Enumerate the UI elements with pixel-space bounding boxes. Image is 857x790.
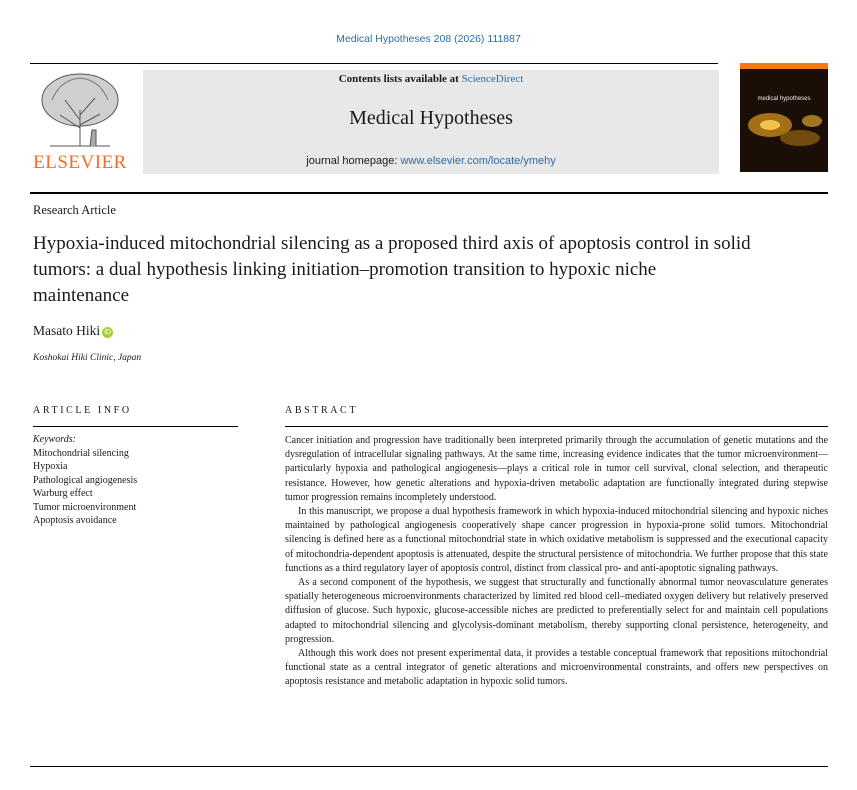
- header-rule: [30, 63, 718, 64]
- journal-title: Medical Hypotheses: [349, 107, 513, 129]
- contents-line: [143, 73, 719, 85]
- homepage-link[interactable]: www.elsevier.com/locate/ymehy: [400, 155, 556, 167]
- abstract-heading: ABSTRACT: [285, 405, 359, 416]
- affiliation: Koshokai Hiki Clinic, Japan: [33, 353, 142, 363]
- keywords-label: Keywords:: [33, 434, 76, 445]
- cover-title: medical hypotheses: [757, 96, 811, 102]
- keyword-item: Warburg effect: [33, 488, 93, 499]
- abstract-rule: [285, 426, 828, 427]
- homepage-prefix: journal homepage:: [306, 155, 401, 167]
- keyword-item: Hypoxia: [33, 461, 68, 472]
- abstract-paragraph: In this manuscript, we propose a dual hypothesis framework in which hypoxia-induced mitochondrial silencing and hypoxic niches maintained by pathological angiogenesis cooperatively shape cancer progression in hypoxia-prone solid tumors. Mitochondrial silencing is defined here as a functional mitochondrial state in which oxidative metabolism is suppressed and the executional capacity of mitochondria-dependent apoptosis is attenuated, despite the structural persistence of mitochondria. We further propose that this state functions as a third regulatory layer of apoptosis control, distinct from classical pro- and anti-apoptotic signaling pathways.: [285, 506, 828, 574]
- elsevier-tree-icon: [30, 70, 130, 150]
- keywords-list: [33, 433, 238, 528]
- homepage-line: [143, 155, 719, 167]
- abstract-paragraph: Although this work does not present experimental data, it provides a testable conceptual framework that repositions mitochondrial functional state as a central integrator of genetic alterations and microenvironmental constraints, and offers new perspectives on apoptosis resistance and metabolic adaptation in hypoxic solid tumors.: [285, 648, 828, 688]
- abstract-paragraph: As a second component of the hypothesis, we suggest that structurally and functionally abnormal tumor neovasculature generates spatially heterogeneous microenvironments characterized by limited red blood cell–mediated oxygen delivery but relatively preserved diffusion of glucose. Such hypoxic, glucose-accessible niches are predicted to preferentially select for and maintain cell populations adapted to mitochondrial silencing and glycolysis-dominant metabolism, thereby supporting clonal persistence, heterogeneity, and progression.: [285, 577, 828, 645]
- keyword-item: Apoptosis avoidance: [33, 515, 117, 526]
- keyword-item: Mitochondrial silencing: [33, 447, 129, 459]
- author-line: [33, 323, 113, 339]
- article-info-rule: [33, 426, 238, 427]
- journal-citation[interactable]: Medical Hypotheses 208 (2026) 111887: [336, 33, 521, 45]
- section-rule: [30, 192, 828, 194]
- abstract-body: [285, 434, 828, 690]
- keyword-item: Tumor microenvironment: [33, 501, 137, 513]
- elsevier-logo[interactable]: [30, 70, 130, 174]
- abstract-paragraph: Cancer initiation and progression have traditionally been interpreted primarily through the accumulation of genetic mutations and the dysregulation of intracellular signaling pathways. At the same time, increasing evidence indicates that the tumor microenvironment—particularly hypoxia and pathological angiogenesis—plays a critical role in tumor cell survival, clonal selection, and therapeutic resistance. However, how genetic alterations and hypoxia-driven metabolic adaptation are functionally integrated during stepwise tumor progression remains incompletely understood.: [285, 435, 828, 503]
- article-info-heading: ARTICLE INFO: [33, 405, 132, 416]
- elsevier-wordmark: ELSEVIER: [33, 152, 127, 173]
- journal-cover-image[interactable]: [740, 63, 828, 172]
- orcid-icon[interactable]: iD: [102, 327, 113, 338]
- keyword-item: Pathological angiogenesis: [33, 474, 138, 486]
- article-title: Hypoxia-induced mitochondrial silencing as a proposed third axis of apoptosis control in solid tumors: a dual hypothesis linking initiation–promotion transition to hypoxic niche maintenance: [33, 233, 751, 306]
- contents-prefix: Contents lists available at: [338, 73, 462, 85]
- footer-rule: [30, 766, 828, 767]
- article-type: Research Article: [33, 203, 116, 217]
- cover-artwork-icon: [740, 63, 828, 172]
- author-name[interactable]: Masato Hiki: [33, 323, 101, 338]
- sciencedirect-link[interactable]: ScienceDirect: [461, 73, 524, 85]
